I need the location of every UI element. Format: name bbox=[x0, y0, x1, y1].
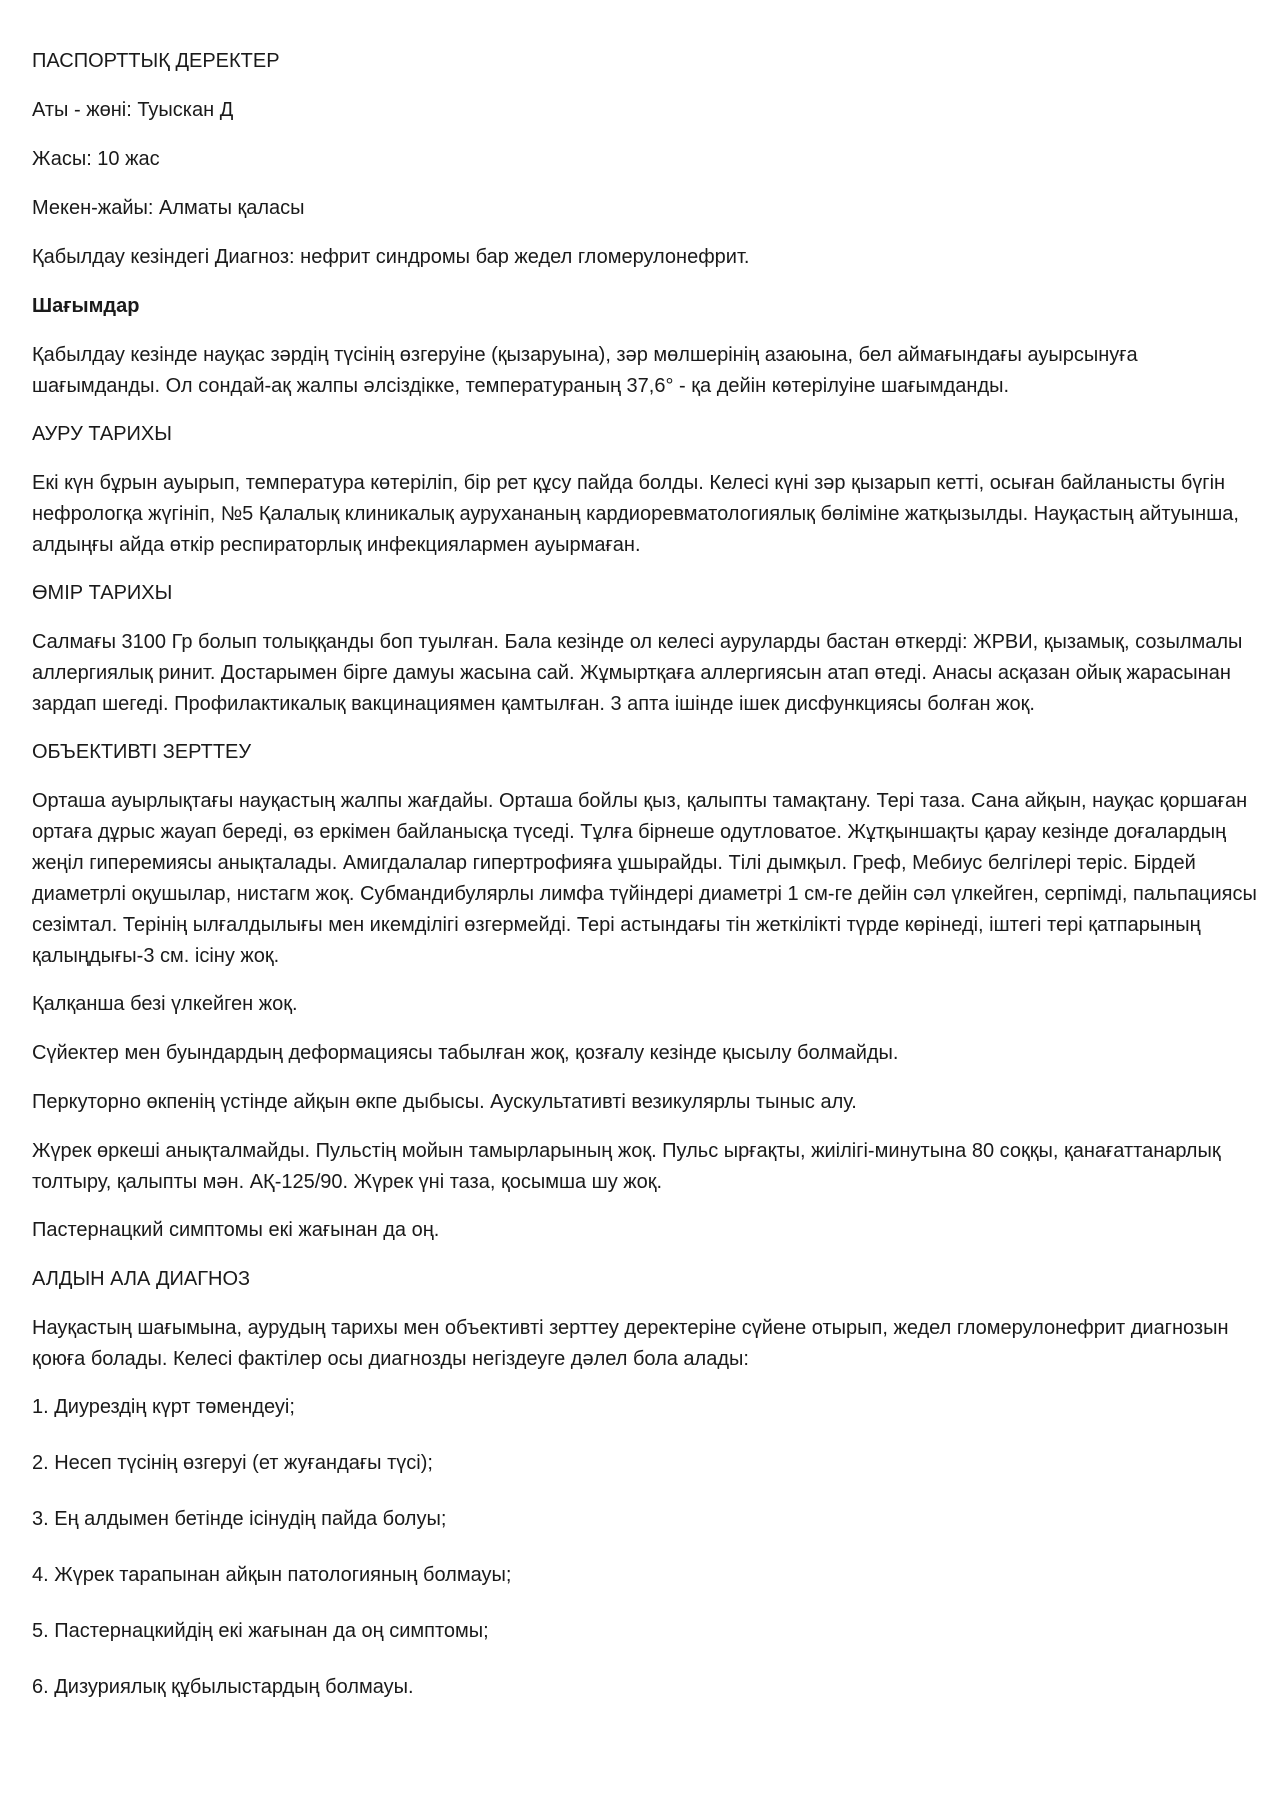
complaints-text: Қабылдау кезінде науқас зәрдің түсінің өзгеруіне (қызаруына), зәр мөлшерінің азаюына, бел аймағындағы ауырсынуға шағымданды. Ол сондай-ақ жалпы әлсіздікке, температураның 37,6° - қа дейін көтерілуіне шағымданды. bbox=[32, 344, 1138, 397]
objective-exam-general: Орташа ауырлықтағы науқастың жалпы жағдайы. Орташа бойлы қыз, қалыпты тамақтану. Тері таза. Сана айқын, науқас қоршаған ортаға дұрыс жауап береді, өз еркімен байланысқа түседі. Тұлға бірнеше одутловатое. Жұтқыншақты қарау кезінде доғалардың жеңіл гиперемиясы анықталады. Амигдалалар гипертрофияға ұшырайды. Тілі дымқыл. Греф, Мебиус белгілері теріс. Бірдей диаметрлі оқушылар, нистагм жоқ. Субмандибулярлы лимфа түйіндері диаметрі 1 см-ге дейін сәл үлкейген, серпімді, пальпациясы сезімтал. Терінің ылғалдылығы мен икемділігі өзгермейді. Тері астындағы тін жеткілікті түрде көрінеді, іштегі тері қатпарының қалыңдығы-3 см. ісіну жоқ. bbox=[32, 790, 1257, 967]
diagnosis-item-4: 4. Жүрек тарапынан айқын патологияның болмауы; bbox=[32, 1564, 512, 1586]
objective-exam-lungs: Перкуторно өкпенің үстінде айқын өкпе дыбысы. Аускультативті везикулярлы тыныс алу. bbox=[32, 1091, 857, 1113]
patient-name: Аты - жөні: Туыскан Д bbox=[32, 99, 234, 121]
complaints-heading: Шағымдар bbox=[32, 295, 140, 317]
diagnosis-item-6: 6. Дизуриялық құбылыстардың болмауы. bbox=[32, 1676, 414, 1698]
patient-age: Жасы: 10 жас bbox=[32, 148, 160, 170]
objective-exam-heading: ОБЪЕКТИВТІ ЗЕРТТЕУ bbox=[32, 741, 252, 763]
admission-diagnosis: Қабылдау кезіндегі Диагноз: нефрит синдромы бар жедел гломерулонефрит. bbox=[32, 246, 750, 268]
objective-exam-thyroid: Қалқанша безі үлкейген жоқ. bbox=[32, 993, 298, 1015]
diagnosis-item-5: 5. Пастернацкийдің екі жағынан да оң симптомы; bbox=[32, 1620, 489, 1642]
diagnosis-item-2: 2. Несеп түсінің өзгеруі (ет жуғандағы түсі); bbox=[32, 1452, 433, 1474]
diagnosis-item-3: 3. Ең алдымен бетінде ісінудің пайда болуы; bbox=[32, 1508, 447, 1530]
objective-exam-pasternatsky: Пастернацкий симптомы екі жағынан да оң. bbox=[32, 1219, 440, 1241]
life-history-heading: ӨМІР ТАРИХЫ bbox=[32, 582, 173, 604]
life-history-text: Салмағы 3100 Гр болып толыққанды боп туылған. Бала кезінде ол келесі ауруларды бастан өткерді: ЖРВИ, қызамық, созылмалы аллергиялық ринит. Достарымен бірге дамуы жасына сай. Жұмыртқаға аллергиясын атап өтеді. Анасы асқазан ойық жарасынан зардап шегеді. Профилактикалық вакцинациямен қамтылған. 3 апта ішінде ішек дисфункциясы болған жоқ. bbox=[32, 631, 1243, 715]
preliminary-diagnosis-heading: АЛДЫН АЛА ДИАГНОЗ bbox=[32, 1268, 251, 1290]
document-page bbox=[32, 46, 1257, 1728]
diagnosis-item-1: 1. Диурездің күрт төмендеуі; bbox=[32, 1396, 295, 1418]
objective-exam-heart: Жүрек өркеші анықталмайды. Пульстің мойын тамырларының жоқ. Пульс ырғақты, жиілігі-минутына 80 соққы, қанағаттанарлық толтыру, қалыпты мән. АҚ-125/90. Жүрек үні таза, қосымша шу жоқ. bbox=[32, 1140, 1221, 1193]
objective-exam-bones: Сүйектер мен буындардың деформациясы табылған жоқ, қозғалу кезінде қысылу болмайды. bbox=[32, 1042, 899, 1064]
passport-heading: ПАСПОРТТЫҚ ДЕРЕКТЕР bbox=[32, 50, 280, 72]
patient-address: Мекен-жайы: Алматы қаласы bbox=[32, 197, 305, 219]
disease-history-heading: АУРУ ТАРИХЫ bbox=[32, 423, 172, 445]
preliminary-diagnosis-text: Науқастың шағымына, аурудың тарихы мен объективті зерттеу деректеріне сүйене отырып, жедел гломерулонефрит диагнозын қоюға болады. Келесі фактілер осы диагнозды негіздеуге дәлел бола алады: bbox=[32, 1317, 1229, 1370]
disease-history-text: Екі күн бұрын ауырып, температура көтеріліп, бір рет құсу пайда болды. Келесі күні зәр қызарып кетті, осыған байланысты бүгін нефрологқа жүгініп, №5 Қалалық клиникалық аурухананың кардиоревматологиялық бөліміне жатқызылды. Науқастың айтуынша, алдыңғы айда өткір респираторлық инфекциялармен ауырмаған. bbox=[32, 472, 1239, 556]
